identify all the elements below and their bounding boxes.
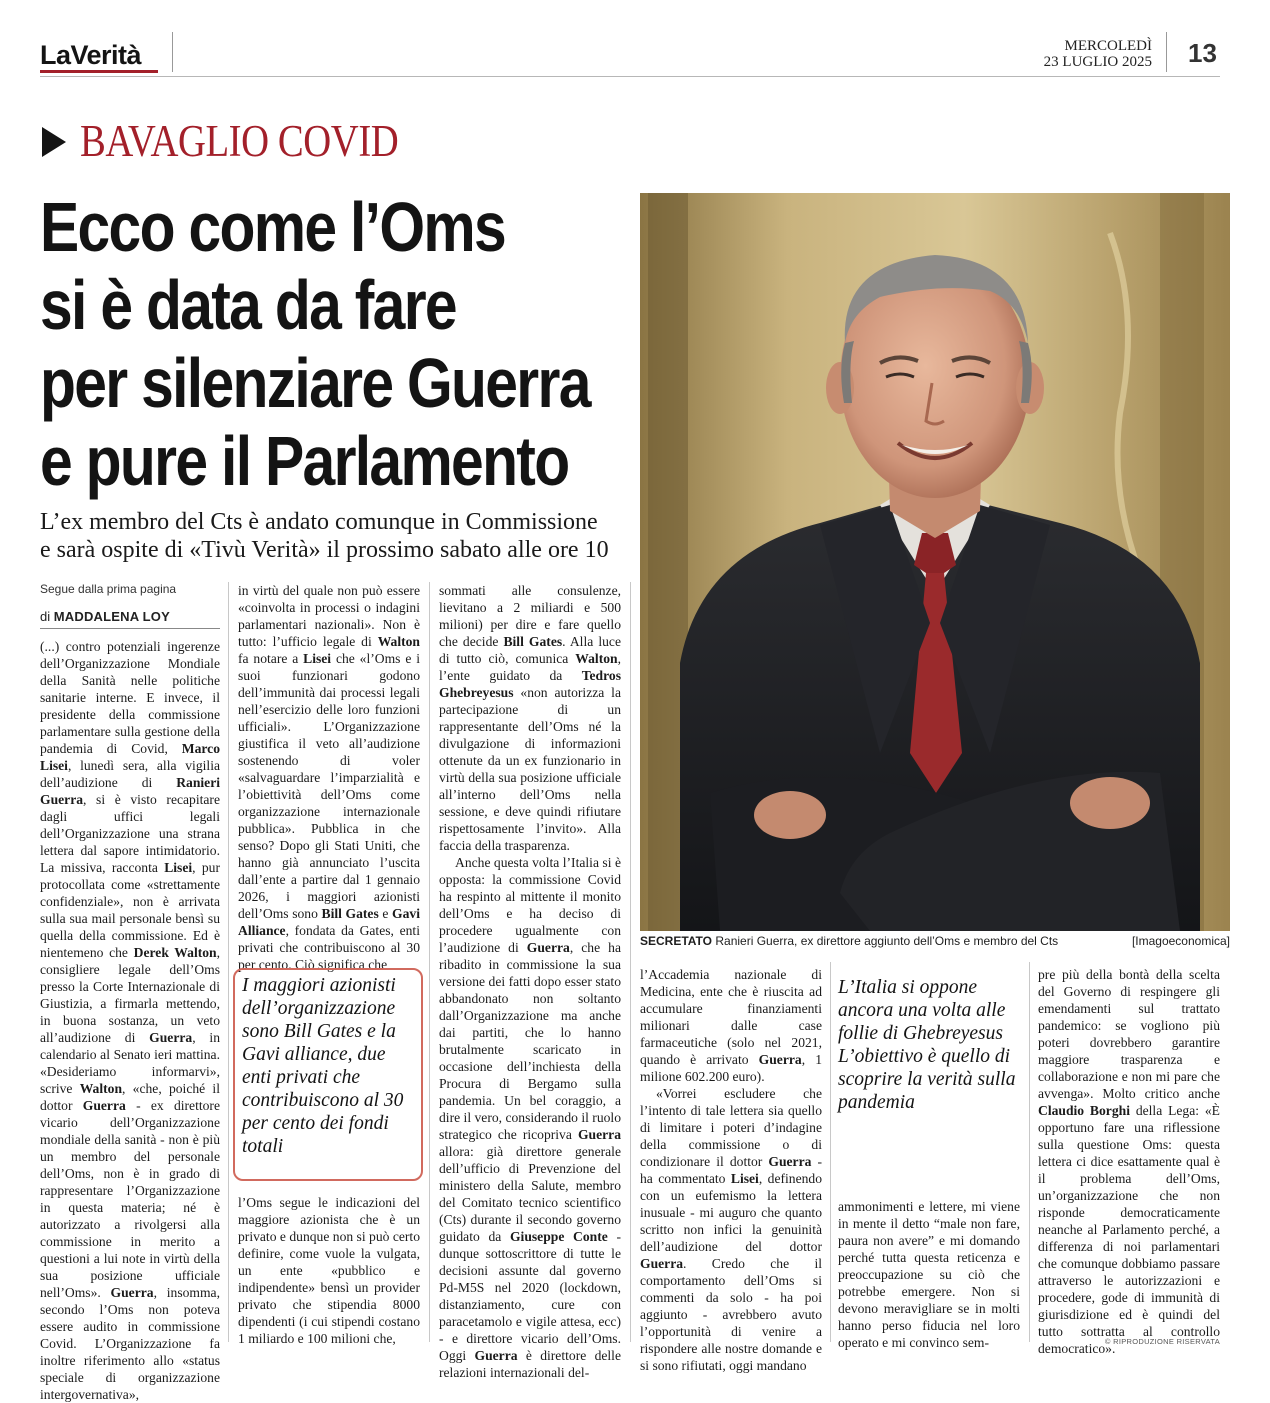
- page-number-divider: [1166, 32, 1167, 72]
- article-column-2-continued: [238, 1194, 420, 1347]
- body-paragraph: (...) contro potenziali ingerenze dell’Organizzazione Mondiale della Sanità nelle politiche sanitarie interne. E invece, il presidente della commissione parlamentare sulla gestione della pandemia di Covid, Marco Lisei, lunedì sera, alla vigilia dell’audizione di Ranieri Guerra, si è visto recapitare dagli uffici legali dell’Organizzazione una strana lettera dal sapore intimidatorio. La missiva, racconta Lisei, pur protocollata come «strettamente confidenziale», non è arrivata sulla sua mail personale bensì su quella della commissione. Ed è nientemeno che Derek Walton, consigliere legale dell’Oms presso la Corte Internazionale di Giustizia, a firmarla mettendo, in buona sostanza, un veto all’audizione di Guerra, in calendario al Senato ieri mattina. «Desideriamo informarvi», scrive Walton, «che, poiché il dottor Guerra - ex direttore vicario dell’Organizzazione mondiale della sanità - non è più un membro del personale dell’Oms, non è in grado di rappresentare l’Organizzazione in questa materia; né è autorizzato a rivolgersi alla commissione in merito a questioni a lui note in virtù della sua posizione ufficiale nell’Oms». Guerra, insomma, secondo l’Oms non poteva essere audito in commissione Covid. L’Organizzazione fa inoltre riferimento allo «status speciale di organizzazione intergovernativa»,: [40, 639, 221, 1402]
- masthead-rule: [40, 76, 1220, 77]
- column-rule: [1029, 962, 1030, 1342]
- headline: [40, 188, 660, 500]
- article-column-2: [238, 582, 420, 973]
- body-paragraph: sommati alle consulenze, lievitano a 2 miliardi e 500 milioni) per dire e fare quello che decide Bill Gates. Alla luce di tutto ciò, comunica Walton, l’ente guidato da Tedros Ghebreyesus «non autorizza la partecipazione di un rappresentante dell’Oms né la divulgazione di informazioni ottenute da un ex funzionario in virtù della sua posizione ufficiale all’interno dell’Oms nella sessione, e deve quindi rifiutare rispettosamente l’invito». Alla faccia della trasparenza.: [439, 583, 621, 853]
- portrait-photo: [640, 193, 1230, 931]
- logo-verita: Verità: [70, 40, 142, 70]
- body-paragraph: Anche questa volta l’Italia si è opposta: la commissione Covid ha respinto al mittente il monito dell’Oms e ha deciso di procedere ugualmente con l’audizione di Guerra, che ha ribadito in commissione la sua versione dei fatti dopo esser stato abbandonato non soltanto dall’Organizzazione ma anche dai partiti, che lo hanno brutalmente scaricato in occasione dell’inchiesta della Procura di Bergamo sulla pandemia. Un bel coraggio, a dire il vero, considerando il ruolo strategico che ricopriva Guerra allora: già direttore generale dell’ufficio di Prevenzione del ministero della Salute, membro del Comitato tecnico scientifico (Cts) durante il secondo governo guidato da Giuseppe Conte - dunque sottoscrittore di tutte le decisioni assunte dal governo Pd-M5S nel 2020 (lockdown, distanziamento, cure con paracetamolo e vigile attesa, ecc) - e direttore vicario dell’Oms. Oggi Guerra è direttore delle relazioni internazionali del-: [439, 855, 621, 1380]
- newspaper-logo: [40, 40, 141, 71]
- caption-label: SECRETATO: [640, 934, 713, 948]
- photo-credit: [Imagoeconomica]: [1131, 934, 1230, 948]
- column-rule: [228, 582, 229, 1342]
- column-rule: [630, 582, 631, 1342]
- issue-weekday: MERCOLEDÌ: [1064, 38, 1152, 54]
- article-column-4: [640, 966, 822, 1374]
- body-paragraph: «Vorrei escludere che l’intento di tale lettera sia quello di limitare i poteri d’indagine della commissione o di condizionare il dottor Guerra - ha commentato Lisei, definendo con un eufemismo la lettera inusuale - mi auguro che quanto scritto non infici la genuinità dell’audizione del dottor Guerra. Credo che il comportamento dell’Oms si commenti da solo - ha poi aggiunto - avrebbero avuto l’opportunità di venire a rispondere alle nostre domande e si sono rifiutati, oggi mandano: [640, 1086, 823, 1373]
- article-column-5: [838, 1198, 1020, 1351]
- page-number: 13: [1188, 38, 1217, 68]
- column-rule: [830, 962, 831, 1342]
- byline: [40, 609, 170, 624]
- issue-date-text: 23 LUGLIO 2025: [1043, 54, 1152, 70]
- headline-line-3: per silenziare Guerra: [40, 344, 590, 422]
- subhead-line-2: e sarà ospite di «Tivù Verità» il prossimo sabato alle ore 10: [40, 537, 609, 563]
- body-paragraph: in virtù del quale non può essere «coinvolta in processi o indagini parlamentari nazionali». Non è tutto: l’ufficio legale di Walton fa notare a Lisei che «l’Oms e i suoi funzionari godono dell’immunità dai processi legali nell’esercizio delle loro funzioni ufficiali». L’Organizzazione giustifica il veto all’audizione sostenendo di voler «salvaguardare l’imparzialità e l’obiettività dell’Oms come organizzazione internazionale pubblica». Pubblica in che senso? Dopo gli Stati Uniti, che hanno già annunciato l’uscita dall’ente a partire dal 1 gennaio 2026, i maggiori azionisti dell’Oms sono Bill Gates e Gavi Alliance, fondata da Gates, enti privati che contribuiscono al 30 per cento. Ciò significa che: [238, 583, 420, 972]
- article-column-1: [40, 638, 220, 1403]
- pull-quote-1: I maggiori azionisti dell’organizzazione sono Bill Gates e la Gavi alliance, due enti privati che contribuiscono al 30 per cento dei fondi totali: [242, 975, 404, 1157]
- logo-underline: [40, 70, 158, 73]
- article-column-6: [1038, 966, 1220, 1357]
- byline-author: MADDALENA LOY: [53, 609, 170, 624]
- portrait-illustration: [640, 193, 1230, 931]
- subhead-line-1: L’ex membro del Cts è andato comunque in Commissione: [40, 509, 598, 535]
- section-kicker: BAVAGLIO COVID: [80, 116, 399, 166]
- continued-from: Segue dalla prima pagina: [40, 582, 177, 596]
- byline-rule: [40, 628, 220, 629]
- photo-caption: [640, 934, 1230, 948]
- subheadline: [40, 508, 640, 564]
- headline-line-2: si è data da fare: [40, 266, 456, 344]
- body-paragraph: pre più della bontà della scelta del Governo di respingere gli emendamenti sul trattato pandemico: se vogliono più poteri dovrebbero garantire maggiore trasparenza e collaborazione e non mi pare che avvenga». Molto critico anche Claudio Borghi della Lega: «È opportuno fare una riflessione sulla questione Oms: questa lettera ci dice esattamente qual è il problema dell’Oms, un’organizzazione che non risponde democraticamente neanche al Parlamento perché, a differenza di noi parlamentari che comunque dobbiamo passare attraverso le autorizzazioni e procedere, gode di immunità di giurisdizione ed è quindi del tutto sottratta al controllo democratico».: [1038, 967, 1220, 1356]
- copyright-notice: © RIPRODUZIONE RISERVATA: [1104, 1337, 1220, 1346]
- issue-date: [1044, 38, 1152, 70]
- logo-la: La: [40, 40, 71, 70]
- byline-prefix: di: [40, 609, 51, 624]
- caption-text: Ranieri Guerra, ex direttore aggiunto dell’Oms e membro del Cts: [715, 934, 1059, 948]
- body-paragraph: ammonimenti e lettere, mi viene in mente il detto “male non fare, paura non avere” e mi domando perché tutta questa reticenza e preoccupazione su ciò che potrebbe emergere. Non si devono meravigliare se in molti hanno perso fiducia nel loro operato e mi convinco sem-: [838, 1199, 1020, 1350]
- pull-quote-2: L’Italia si oppone ancora una volta alle follie di Ghebreyesus L’obiettivo è quello di scoprire la verità sulla pandemia: [838, 977, 1016, 1113]
- headline-line-1: Ecco come l’Oms: [40, 188, 506, 266]
- kicker-arrow-icon: [42, 127, 66, 157]
- headline-line-4: e pure il Parlamento: [40, 422, 569, 500]
- masthead-divider: [172, 32, 173, 72]
- body-paragraph: l’Accademia nazionale di Medicina, ente che è riuscita ad accumulare finanziamenti milionari dalle case farmaceutiche (solo nel 2021, quando è arrivato Guerra, 1 milione 602.200 euro).: [640, 967, 823, 1084]
- body-paragraph: l’Oms segue le indicazioni del maggiore azionista che è un privato e dunque non si può certo definire, come vuole la vulgata, un ente «pubblico e indipendente» bensì un provider privato che stipendia 8000 dipendenti (i cui stipendi costano 1 miliardo e 100 milioni che,: [238, 1195, 420, 1346]
- article-column-3: [439, 582, 621, 1381]
- column-rule: [429, 582, 430, 1342]
